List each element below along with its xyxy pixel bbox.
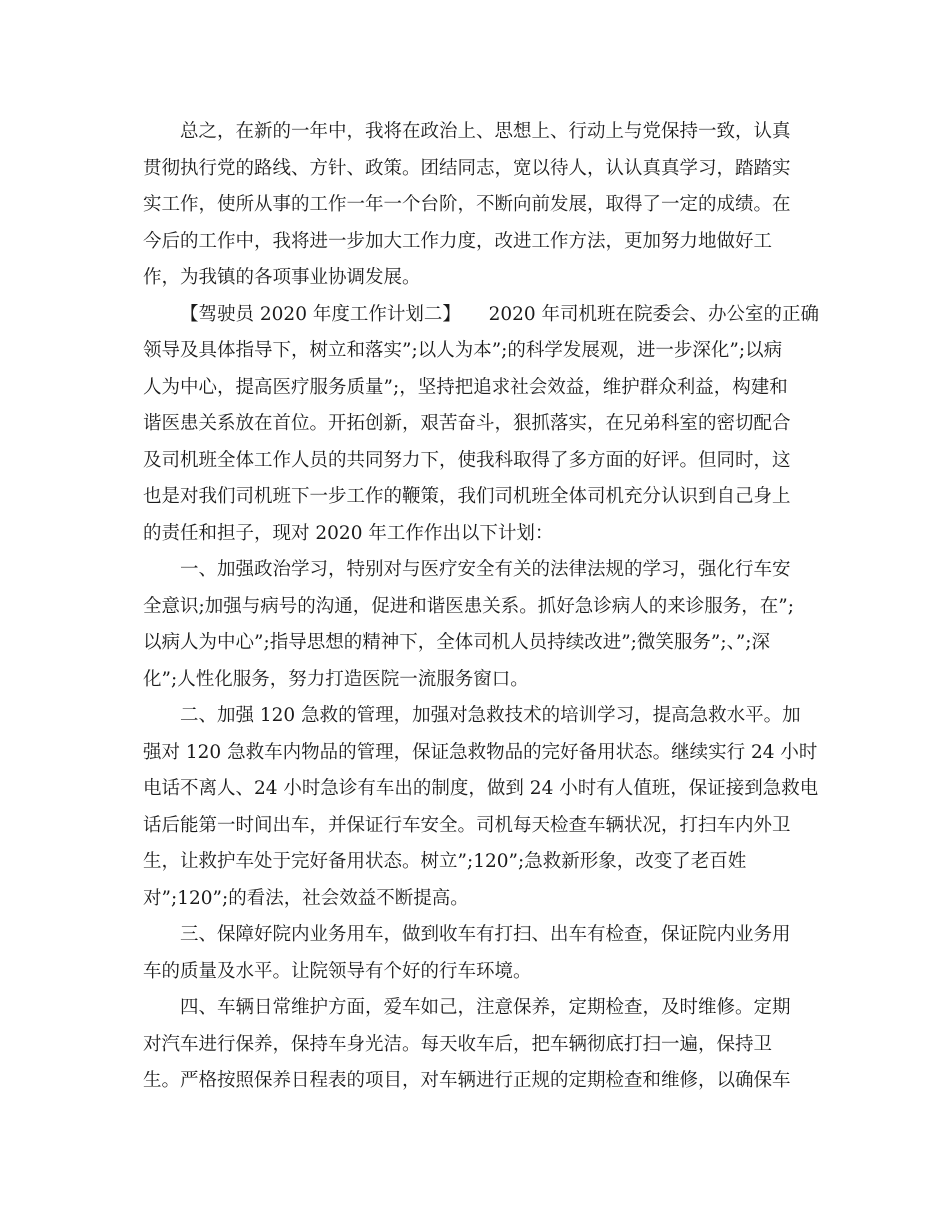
text-line: 实工作，使所从事的工作一年一个台阶，不断向前发展，取得了一定的成绩。在 xyxy=(143,194,791,215)
text-line: 一、加强政治学习，特别对与医疗安全有关的法律法规的学习，强化行车安 xyxy=(180,559,791,580)
text-line: 电话不离人、24 小时急诊有车出的制度，做到 24 小时有人值班，保证接到急救电 xyxy=(143,778,819,799)
paragraph-plan-intro xyxy=(143,297,820,553)
text-line: 二、加强 120 急救的管理，加强对急救技术的培训学习，提高急救水平。加 xyxy=(180,705,801,726)
text-line: 总之，在新的一年中，我将在政治上、思想上、行动上与党保持一致，认真 xyxy=(180,121,791,142)
text-line: 领导及具体指导下，树立和落实”;以人为本”;的科学发展观，进一步深化”;以病 xyxy=(143,340,783,361)
paragraph-item-4 xyxy=(143,990,809,1100)
text-line: 三、保障好院内业务用车，做到收车有打扫、出车有检查，保证院内业务用 xyxy=(180,924,791,945)
text-line: 强对 120 急救车内物品的管理，保证急救物品的完好备用状态。继续实行 24 小时 xyxy=(143,741,818,763)
text-line: 话后能第一时间出车，并保证行车安全。司机每天检查车辆状况，打扫车内外卫 xyxy=(143,814,791,836)
paragraph-summary xyxy=(143,114,809,297)
text-line: 贯彻执行党的路线、方针、政策。团结同志，宽以待人，认认真真学习，踏踏实 xyxy=(143,157,791,179)
text-line: 也是对我们司机班下一步工作的鞭策，我们司机班全体司机充分认识到自己身上 xyxy=(143,486,791,507)
text-line: 今后的工作中，我将进一步加大工作力度，改进工作方法，更加努力地做好工 xyxy=(143,230,773,252)
text-line: 四、车辆日常维护方面，爱车如己，注意保养，定期检查，及时维修。定期 xyxy=(180,997,791,1018)
text-line: 全意识;加强与病号的沟通，促进和谐医患关系。抓好急诊病人的来诊服务，在”; xyxy=(143,595,794,617)
document-body xyxy=(143,114,820,1100)
text-line: 对”;120”;的看法，社会效益不断提高。 xyxy=(143,887,469,909)
text-line: 生。严格按照保养日程表的项目，对车辆进行正规的定期检查和维修，以确保车 xyxy=(143,1070,791,1091)
text-line: 谐医患关系放在首位。开拓创新，艰苦奋斗，狠抓落实，在兄弟科室的密切配合 xyxy=(143,413,791,434)
text-line: 人为中心，提高医疗服务质量”;，坚持把追求社会效益，维护群众利益，构建和 xyxy=(143,376,788,398)
text-line: 以病人为中心”;指导思想的精神下，全体司机人员持续改进”;微笑服务”;、”;深 xyxy=(143,632,771,653)
text-line: 的责任和担子，现对 2020 年工作作出以下计划： xyxy=(143,522,554,544)
text-line: 车的质量及水平。让院领导有个好的行车环境。 xyxy=(143,960,532,982)
text-line: 化”;人性化服务，努力打造医院一流服务窗口。 xyxy=(143,668,529,690)
paragraph-item-1 xyxy=(143,552,809,698)
text-line: 对汽车进行保养，保持车身光洁。每天收车后，把车辆彻底打扫一遍，保持卫 xyxy=(143,1033,773,1055)
text-line: 生，让救护车处于完好备用状态。树立”;120”;急救新形象，改变了老百姓 xyxy=(143,851,747,872)
paragraph-item-3 xyxy=(143,917,809,990)
text-line: 及司机班全体工作人员的共同努力下，使我科取得了多方面的好评。但同时，这 xyxy=(143,449,791,471)
text-line: 作，为我镇的各项事业协调发展。 xyxy=(143,267,421,288)
paragraph-item-2 xyxy=(143,698,819,917)
text-line: 【驾驶员 2020 年度工作计划二】 2020 年司机班在院委会、办公室的正确 xyxy=(180,303,820,325)
